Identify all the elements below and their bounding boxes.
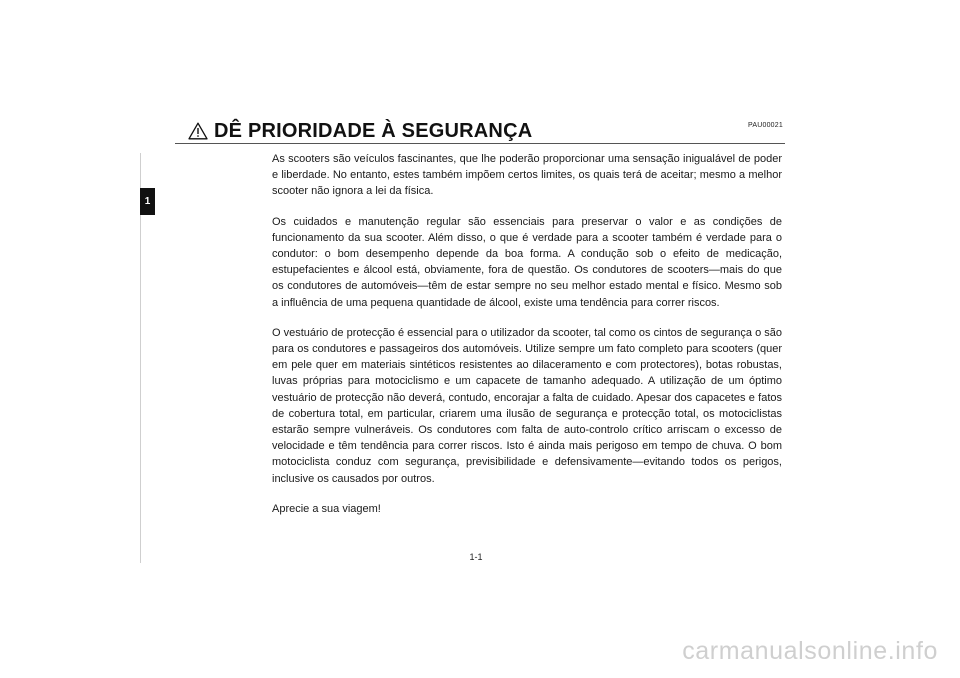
heading-divider xyxy=(175,143,785,144)
reference-code: PAU00021 xyxy=(748,122,783,129)
body-text xyxy=(272,151,782,531)
paragraph: Aprecie a sua viagem! xyxy=(272,502,381,515)
paragraph: Os cuidados e manutenção regular são essenciais para preservar o valor e as condições de funcionamento da sua scooter. Além disso, o que é verdade para a scooter também é verdade para o condutor: o bom desempenho depende da boa forma. A condução sob o efeito de medicação, estupefacientes e álcool está, obviamente, fora de questão. Os condutores de scooters—mais do que os condutores de automóveis—têm de estar sempre no seu melhor estado mental e físico. Mesmo sob a influência de uma pequena quantidade de álcool, existe uma tendência para correr riscos. xyxy=(272,215,782,309)
warning-triangle-icon xyxy=(188,122,208,140)
section-heading xyxy=(188,119,532,143)
chapter-tab: 1 xyxy=(140,188,155,215)
watermark: carmanualsonline.info xyxy=(682,637,938,665)
paragraph: As scooters são veículos fascinantes, que lhe poderão proporcionar uma sensação inigualável de poder e liberdade. No entanto, estes também impõem certos limites, os quais terá de aceitar; mesmo a melhor scooter não ignora a lei da física. xyxy=(272,153,782,198)
page-number: 1-1 xyxy=(469,552,483,562)
page-title: DÊ PRIORIDADE À SEGURANÇA xyxy=(214,119,533,142)
paragraph: O vestuário de protecção é essencial para o utilizador da scooter, tal como os cintos de segurança o são para os condutores e passageiros dos automóveis. Utilize sempre um fato completo para scooters (quer em pele quer em materiais sintéticos resistentes ao dilaceramento e com protectores), botas robustas, luvas próprias para motociclismo e um capacete de tamanho adequado. A utilização de um óptimo vestuário de protecção não deverá, contudo, encorajar a falta de cuidado. Apesar dos capacetes e fatos de cobertura total, em particular, criarem uma ilusão de segurança e protecção total, os motociclistas estarão sempre vulneráveis. Os condutores com falta de auto-controlo crítico arriscam o excesso de velocidade e têm tendência para correr riscos. Isto é ainda mais perigoso em tempo de chuva. O bom motociclista conduz com segurança, previsibilidade e defensivamente—evitando todos os perigos, inclusive os causados por outros. xyxy=(272,326,782,485)
